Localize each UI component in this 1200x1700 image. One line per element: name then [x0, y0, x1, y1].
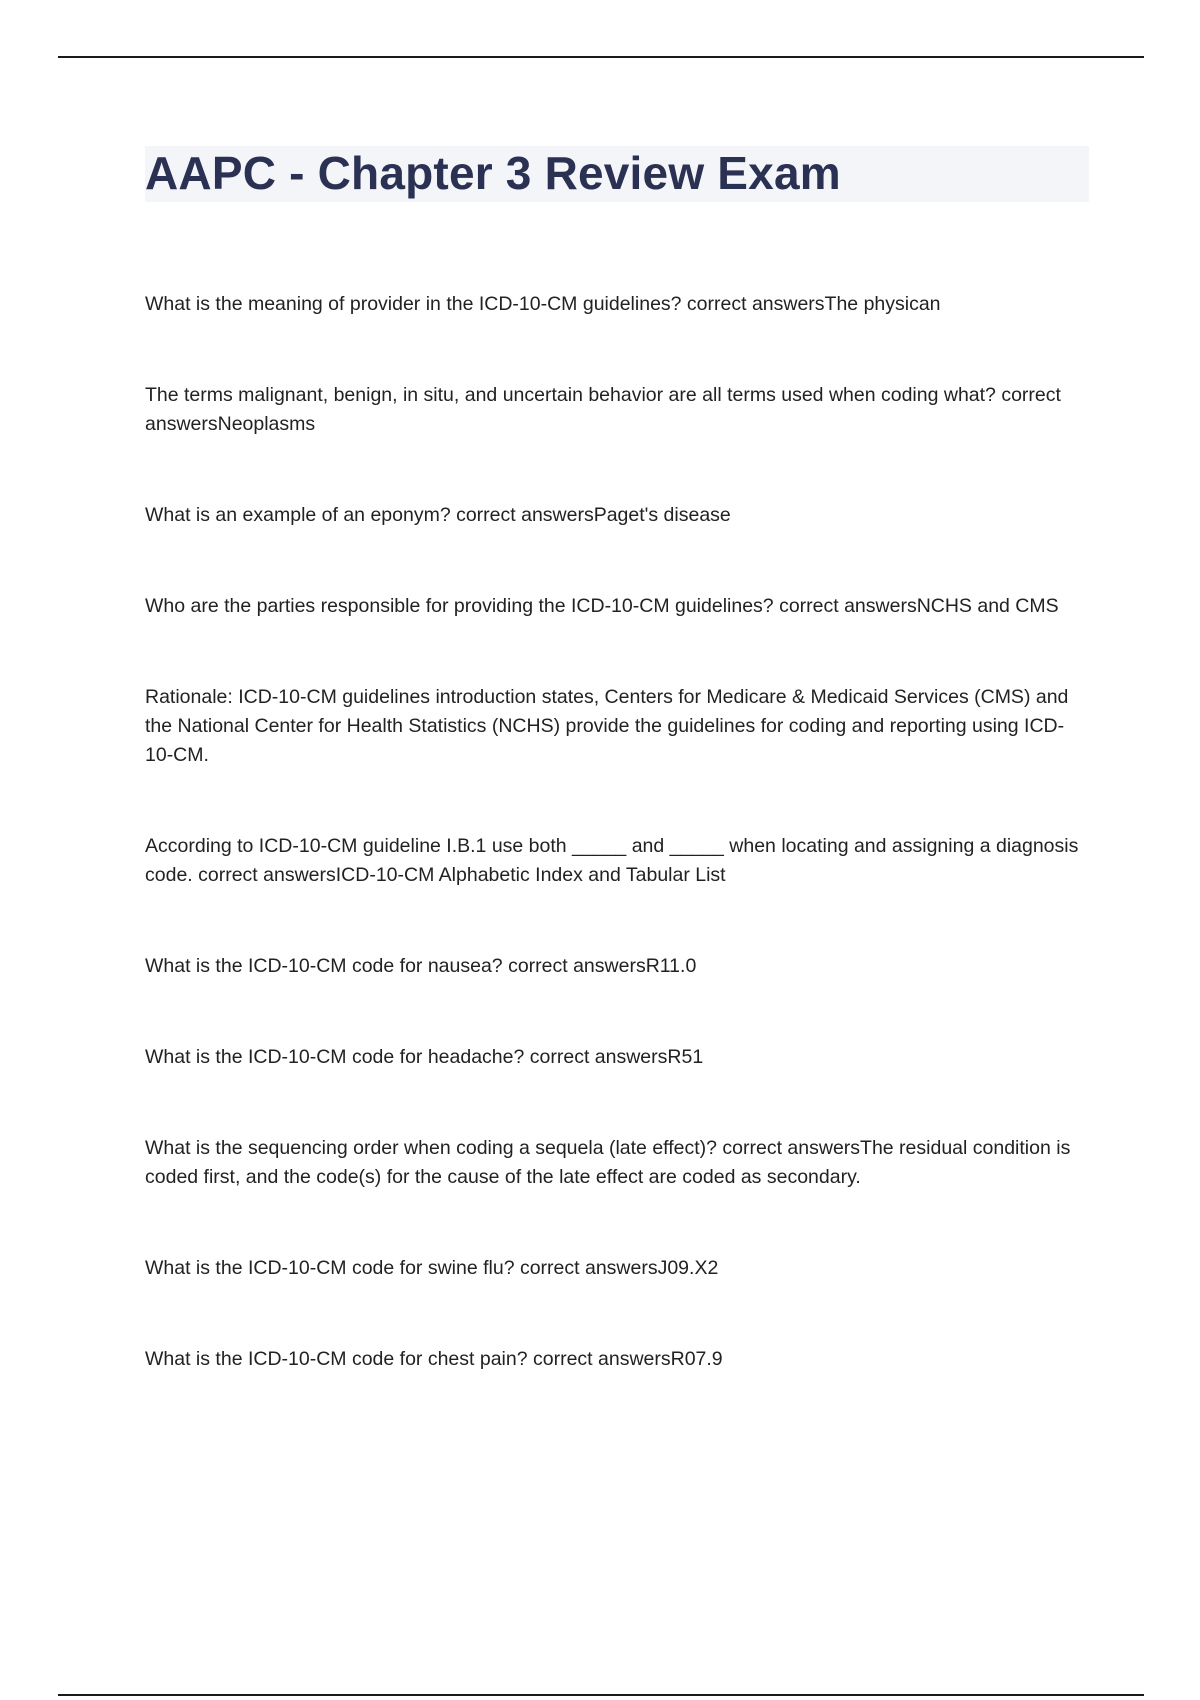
qa-entry-6: What is the ICD-10-CM code for nausea? correct answersR11.0 [145, 955, 697, 977]
bottom-rule [58, 1694, 1144, 1696]
qa-entry-10: What is the ICD-10-CM code for chest pain? correct answersR07.9 [145, 1348, 723, 1370]
qa-entry-3: What is an example of an eponym? correct answersPaget's disease [145, 504, 731, 526]
qa-list [145, 290, 1090, 1436]
qa-entry-7: What is the ICD-10-CM code for headache? correct answersR51 [145, 1046, 704, 1068]
qa-entry-4: Who are the parties responsible for providing the ICD-10-CM guidelines? correct answersNCHS and CMS [145, 595, 1059, 617]
page-title: AAPC - Chapter 3 Review Exam [145, 147, 841, 199]
qa-entry-5: According to ICD-10-CM guideline I.B.1 use both _____ and _____ when locating and assigning a diagnosis code. correct answersICD-10-CM Alphabetic Index and Tabular List [145, 835, 1079, 886]
qa-entry-2: The terms malignant, benign, in situ, and uncertain behavior are all terms used when coding what? correct answersNeoplasms [145, 384, 1061, 435]
rationale-paragraph: Rationale: ICD-10-CM guidelines introduction states, Centers for Medicare & Medicaid Services (CMS) and the National Center for Health Statistics (NCHS) provide the guidelines for coding and reporting using ICD-10-CM. [145, 686, 1069, 766]
qa-entry-1: What is the meaning of provider in the ICD-10-CM guidelines? correct answersThe physican [145, 293, 941, 315]
qa-entry-8: What is the sequencing order when coding a sequela (late effect)? correct answersThe residual condition is coded first, and the code(s) for the cause of the late effect are coded as secondary. [145, 1137, 1071, 1188]
top-rule [58, 56, 1144, 58]
qa-entry-9: What is the ICD-10-CM code for swine flu? correct answersJ09.X2 [145, 1257, 719, 1279]
